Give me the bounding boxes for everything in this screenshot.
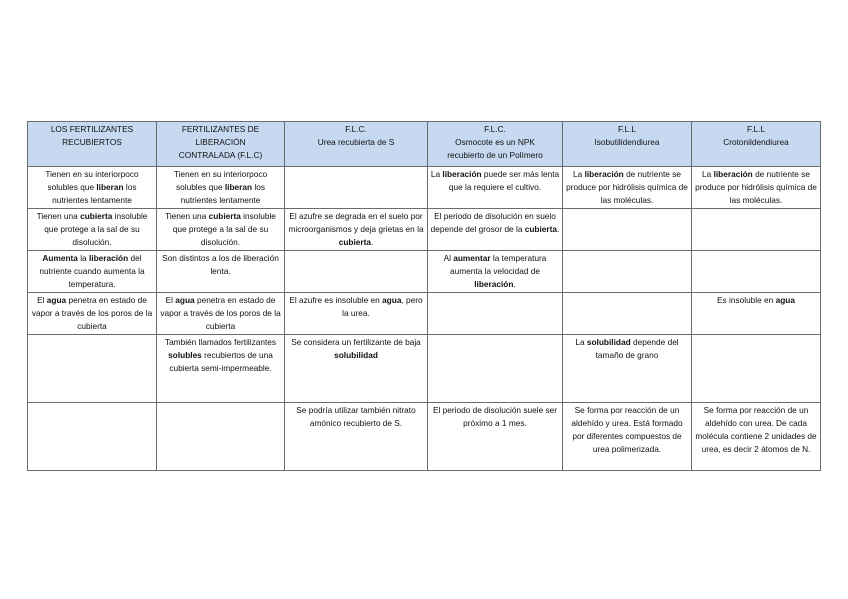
table-cell: La liberación de nutriente se produce por hidrólisis química de las moléculas. (563, 167, 692, 209)
header-cell: F.L.L Isobutilidendiurea (563, 122, 692, 167)
table-cell (285, 251, 428, 293)
table-cell (563, 251, 692, 293)
table-cell (157, 403, 285, 471)
table-cell (563, 293, 692, 335)
table-cell: Es insoluble en agua (692, 293, 821, 335)
table-cell: La liberación puede ser más lenta que la requiere el cultivo. (428, 167, 563, 209)
header-cell: LOS FERTILIZANTES RECUBIERTOS (28, 122, 157, 167)
table-cell: El periodo de disolución en suelo depende del grosor de la cubierta. (428, 209, 563, 251)
table-cell: Tienen una cubierta insoluble que protege a la sal de su disolución. (157, 209, 285, 251)
table-cell (428, 293, 563, 335)
table-cell: Se considera un fertilizante de baja solubilidad (285, 335, 428, 403)
table-cell (692, 209, 821, 251)
table-cell (28, 403, 157, 471)
table-cell: La liberación de nutriente se produce por hidrólisis química de las moléculas. (692, 167, 821, 209)
table-cell (692, 251, 821, 293)
table-cell: El agua penetra en estado de vapor a través de los poros de la cubierta (157, 293, 285, 335)
header-row (28, 122, 821, 167)
table-cell: El agua penetra en estado de vapor a través de los poros de la cubierta (28, 293, 157, 335)
fertilizer-comparison-table (27, 121, 821, 471)
table-cell (428, 335, 563, 403)
table-cell: La solubilidad depende del tamaño de grano (563, 335, 692, 403)
table-cell: Tienen una cubierta insoluble que protege a la sal de su disolución. (28, 209, 157, 251)
header-cell: F.L.C. Osmocote es un NPK recubierto de un Polímero (428, 122, 563, 167)
table-row (28, 167, 821, 209)
table-cell (692, 335, 821, 403)
table-row (28, 403, 821, 471)
table-cell: También llamados fertilizantes solubles recubiertos de una cubierta semi-impermeable. (157, 335, 285, 403)
table-cell: Se forma por reacción de un aldehído y urea. Está formado por diferentes compuestos de urea polimerizada. (563, 403, 692, 471)
table-row (28, 335, 821, 403)
table-cell: Tienen en su interiorpoco solubles que liberan los nutrientes lentamente (157, 167, 285, 209)
table-cell: Al aumentar la temperatura aumenta la velocidad de liberación. (428, 251, 563, 293)
table-cell: Aumenta la liberación del nutriente cuando aumenta la temperatura. (28, 251, 157, 293)
table-cell: El azufre es insoluble en agua, pero la urea. (285, 293, 428, 335)
table-cell (563, 209, 692, 251)
header-cell: F.L.L Crotonildendiurea (692, 122, 821, 167)
table-cell: El periodo de disolución suele ser próximo a 1 mes. (428, 403, 563, 471)
table-cell: El azufre se degrada en el suelo por microorganismos y deja grietas en la cubierta. (285, 209, 428, 251)
table-cell: Se forma por reacción de un aldehído con urea. De cada molécula contiene 2 unidades de urea, es decir 2 átomos de N. (692, 403, 821, 471)
header-cell: F.L.C. Urea recubierta de S (285, 122, 428, 167)
table-cell: Tienen en su interiorpoco solubles que liberan los nutrientes lentamente (28, 167, 157, 209)
table-row (28, 293, 821, 335)
table-cell (285, 167, 428, 209)
header-cell: FERTILIZANTES DE LIBERACIÓN CONTRALADA (F.L.C) (157, 122, 285, 167)
table-cell (28, 335, 157, 403)
table-row (28, 251, 821, 293)
table-cell: Son distintos a los de liberación lenta. (157, 251, 285, 293)
table-row (28, 209, 821, 251)
table-cell: Se podría utilizar también nitrato amónico recubierto de S. (285, 403, 428, 471)
